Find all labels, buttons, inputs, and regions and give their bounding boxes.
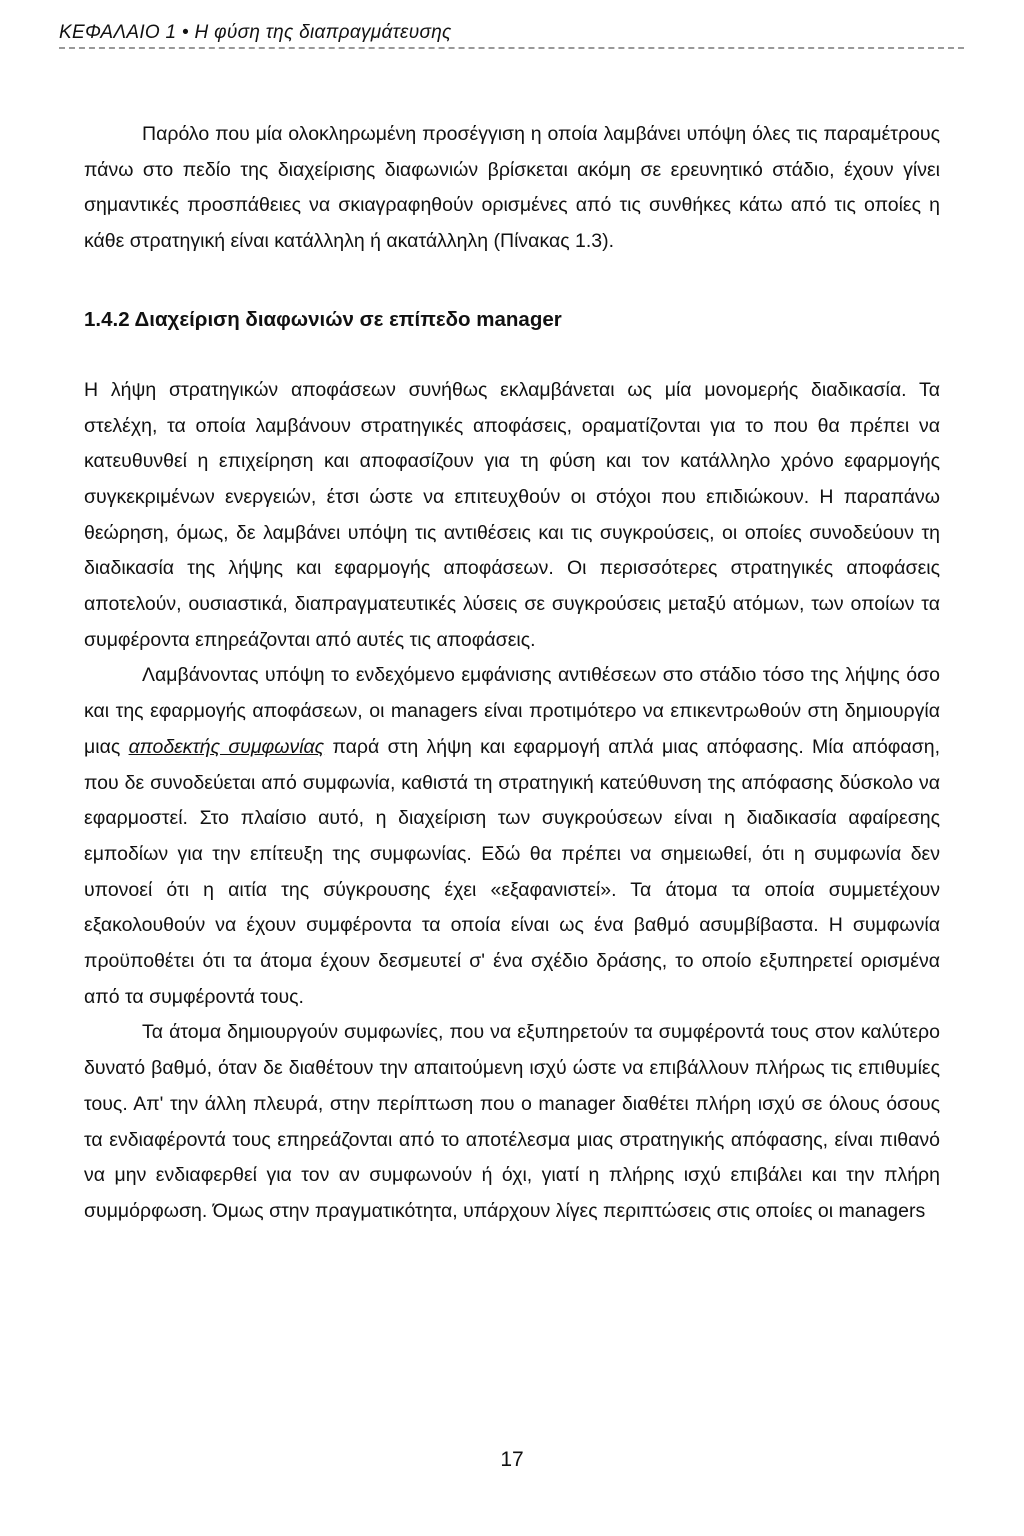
section-paragraph-2-text-b: παρά στη λήψη και εφαρμογή απλά μιας απόφασης. Μία απόφαση, που δε συνοδεύεται από συμφωνία, καθιστά τη στρατηγική κατεύθυνση της απόφασης δύσκολο να εφαρμοστεί. Στο πλαίσιο αυτό, η διαχείριση των συγκρούσεων είναι η διαδικασία αφαίρεσης εμποδίων για την επίτευξη της συμφωνίας. Εδώ θα πρέπει να σημειωθεί, ότι η συμφωνία δεν υπονοεί ότι η αιτία της σύγκρουσης έχει «εξαφανιστεί». Τα άτομα τα οποία συμμετέχουν εξακολουθούν να έχουν συμφέροντα τα οποία είναι ως ένα βαθμό ασυμβίβαστα. Η συμφωνία προϋποθέτει ότι τα άτομα έχουν δεσμευτεί σ' ένα σχέδιο δράσης, το οποίο εξυπηρετεί ορισμένα από τα συμφέροντά τους. — [84, 735, 941, 1008]
emphasis-phrase: αποδεκτής συμφωνίας — [128, 735, 325, 758]
intro-paragraph: Παρόλο που μία ολοκληρωμένη προσέγγιση η οποία λαμβάνει υπόψη όλες τις παραμέτρους πάνω στο πεδίο της διαχείρισης διαφωνιών βρίσκεται ακόμη σε ερευνητικό στάδιο, έχουν γίνει σημαντικές προσπάθειες να σκιαγραφηθούν ορισμένες από τις συνθήκες κάτω από τις οποίες η κάθε στρατηγική είναι κατάλληλη ή ακατάλληλη (Πίνακας 1.3). — [84, 123, 940, 253]
running-header: ΚΕΦΑΛΑΙΟ 1 • Η φύση της διαπραγμάτευσης — [59, 22, 452, 43]
page-body — [84, 117, 940, 1230]
section-paragraph-3: Τα άτομα δημιουργούν συμφωνίες, που να εξυπηρετούν τα συμφέροντά τους στον καλύτερο δυνατό βαθμό, όταν δε διαθέτουν την απαιτούμενη ισχύ ώστε να επιβάλλουν πλήρως τις επιθυμίες τους. Απ' την άλλη πλευρά, στην περίπτωση που ο manager διαθέτει πλήρη ισχύ σε όλους όσους τα ενδιαφέροντά τους επηρεάζονται από το αποτέλεσμα μιας στρατηγικής απόφασης, είναι πιθανό να μην ενδιαφερθεί για τον αν συμφωνούν ή όχι, γιατί η πλήρης ισχύ επιβάλει και την πλήρη συμμόρφωση. Όμως στην πραγματικότητα, υπάρχουν λίγες περιπτώσεις στις οποίες οι managers — [84, 1021, 940, 1222]
page-number: 17 — [500, 1448, 524, 1471]
section-paragraph-1: Η λήψη στρατηγικών αποφάσεων συνήθως εκλαμβάνεται ως μία μονομερής διαδικασία. Τα στελέχη, τα οποία λαμβάνουν στρατηγικές αποφάσεις, οραματίζονται για το που θα πρέπει να κατευθυνθεί η επιχείρηση και αποφασίζουν για τη φύση και τον κατάλληλο χρόνο εφαρμογής συγκεκριμένων ενεργειών, έτσι ώστε να επιτευχθούν οι στόχοι που επιδιώκουν. Η παραπάνω θεώρηση, όμως, δε λαμβάνει υπόψη τις αντιθέσεις και τις συγκρούσεις, οι οποίες συνοδεύουν τη διαδικασία της λήψης και εφαρμογής αποφάσεων. Οι περισσότερες στρατηγικές αποφάσεις αποτελούν, ουσιαστικά, διαπραγματευτικές λύσεις σε συγκρούσεις μεταξύ ατόμων, των οποίων τα συμφέροντα επηρεάζονται από αυτές τις αποφάσεις. — [84, 378, 940, 651]
section-paragraph-2-text-a: Λαμβάνοντας υπόψη το ενδεχόμενο εμφάνισης αντιθέσεων στο στάδιο τόσο της λήψης όσο και της εφαρμογής αποφάσεων, οι managers είναι προτιμότερο να επικεντρωθούν στη δημιουργία μιας — [84, 664, 940, 758]
section-paragraph-2 — [84, 658, 940, 1015]
section-heading: 1.4.2 Διαχείριση διαφωνιών σε επίπεδο manager — [84, 307, 562, 331]
header-rule — [59, 47, 964, 49]
